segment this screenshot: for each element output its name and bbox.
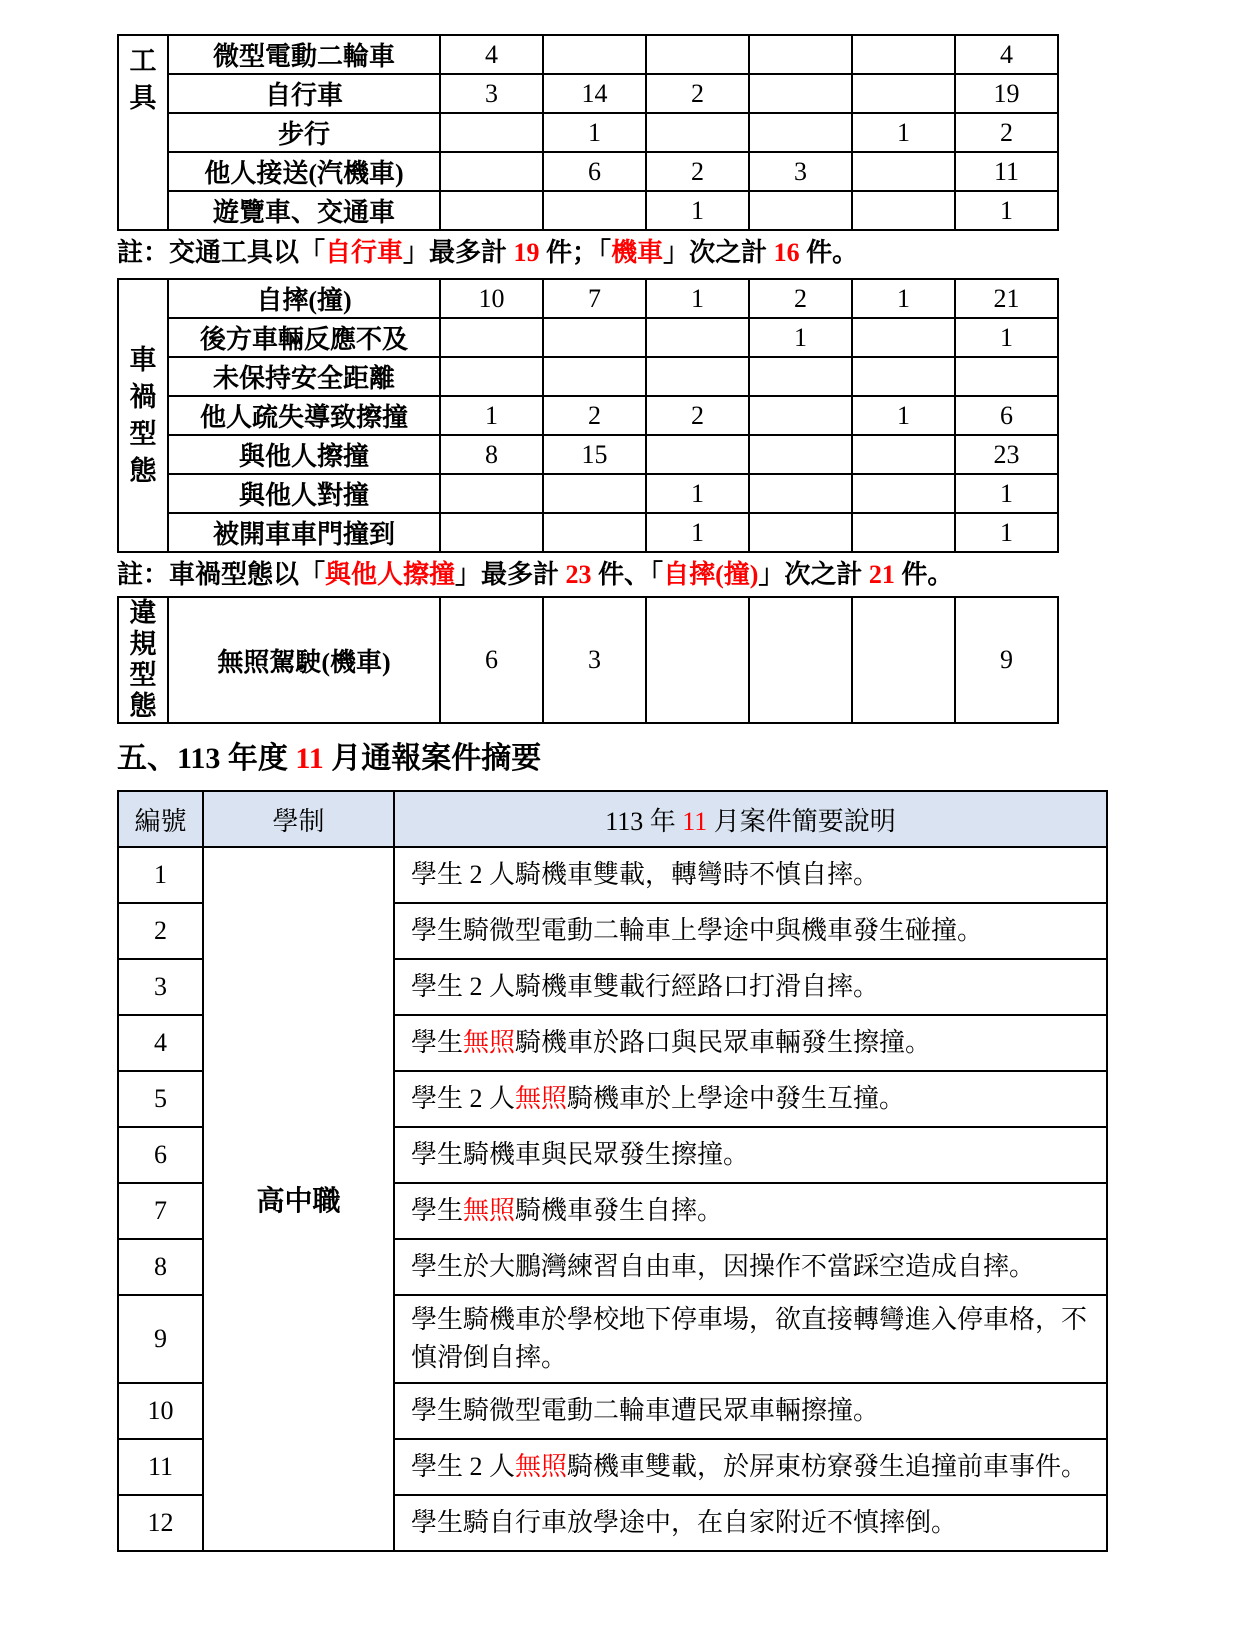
- red-highlight-text: 無照: [515, 1452, 568, 1481]
- red-highlight-text: 11: [682, 806, 708, 836]
- value-cell: [646, 113, 749, 152]
- stats-row: [118, 357, 1058, 396]
- category-cell: 未保持安全距離: [168, 357, 440, 396]
- text-segment: 註：車禍型態以「: [117, 560, 326, 589]
- value-cell: 14: [543, 74, 646, 113]
- stats-row: [118, 318, 1058, 357]
- text-segment: 學生騎微型電動二輪車上學途中與機車發生碰撞。: [411, 916, 984, 945]
- value-cell: [646, 357, 749, 396]
- value-cell: 11: [955, 152, 1058, 191]
- category-cell: 自行車: [168, 74, 440, 113]
- col-header-case-number: 編號: [118, 791, 203, 847]
- text-segment: 學生騎機車於學校地下停車場，欲直接轉彎進入停車格，不慎滑倒自摔。: [411, 1305, 1088, 1372]
- value-cell: [543, 357, 646, 396]
- value-cell: [749, 597, 852, 723]
- value-cell: [646, 435, 749, 474]
- value-cell: [440, 513, 543, 552]
- value-cell: 1: [440, 396, 543, 435]
- case-description-cell: [394, 1383, 1107, 1439]
- value-cell: 2: [543, 396, 646, 435]
- value-cell: [749, 113, 852, 152]
- value-cell: [440, 318, 543, 357]
- value-cell: 1: [749, 318, 852, 357]
- text-segment: 騎機車雙載，於屏東枋寮發生追撞前車事件。: [567, 1452, 1088, 1481]
- case-header-row: [118, 791, 1107, 847]
- case-number-cell: 1: [118, 847, 203, 903]
- group-label-char: 態: [129, 691, 157, 721]
- case-number-cell: 10: [118, 1383, 203, 1439]
- value-cell: 4: [955, 35, 1058, 74]
- case-number-cell: 7: [118, 1183, 203, 1239]
- text-segment: 學生騎機車與民眾發生擦撞。: [411, 1140, 750, 1169]
- group-label-char: 工: [129, 46, 157, 76]
- red-highlight-text: 無照: [515, 1084, 568, 1113]
- stats-row: [118, 113, 1058, 152]
- case-number-cell: 4: [118, 1015, 203, 1071]
- text-segment: 學生: [411, 1028, 464, 1057]
- value-cell: 2: [749, 279, 852, 318]
- text-segment: 騎機車於上學途中發生互撞。: [567, 1084, 906, 1113]
- value-cell: 1: [955, 513, 1058, 552]
- value-cell: 1: [852, 396, 955, 435]
- value-cell: 21: [955, 279, 1058, 318]
- value-cell: 1: [646, 474, 749, 513]
- transport-tool-table: [117, 34, 1059, 231]
- value-cell: [852, 597, 955, 723]
- group-label-char: 型: [129, 418, 157, 449]
- text-segment: 註：交通工具以「: [117, 238, 326, 267]
- stats-row: [118, 396, 1058, 435]
- case-summary-table: [117, 790, 1108, 1552]
- group-label-char: 具: [129, 83, 157, 113]
- value-cell: 8: [440, 435, 543, 474]
- group-label-char: 車: [129, 344, 157, 375]
- value-cell: 1: [955, 318, 1058, 357]
- value-cell: 15: [543, 435, 646, 474]
- value-cell: [749, 396, 852, 435]
- red-highlight-text: 19: [513, 238, 540, 267]
- group-label-char: 禍: [129, 381, 157, 412]
- group-label-cell: [118, 35, 168, 230]
- value-cell: 4: [440, 35, 543, 74]
- category-cell: 他人接送(汽機車): [168, 152, 440, 191]
- text-segment: 五、113 年度: [117, 742, 296, 775]
- transport-note: [117, 237, 1177, 269]
- case-number-cell: 6: [118, 1127, 203, 1183]
- red-highlight-text: 自行車: [325, 238, 404, 267]
- value-cell: [543, 513, 646, 552]
- value-cell: 1: [852, 279, 955, 318]
- violation-type-table: [117, 596, 1059, 724]
- red-highlight-text: 16: [773, 238, 800, 267]
- case-number-cell: 5: [118, 1071, 203, 1127]
- group-label-char: 規: [129, 629, 157, 659]
- col-header-case-description: [394, 791, 1107, 847]
- value-cell: [749, 474, 852, 513]
- value-cell: [543, 474, 646, 513]
- value-cell: 3: [543, 597, 646, 723]
- value-cell: [543, 318, 646, 357]
- value-cell: [749, 74, 852, 113]
- case-row: [118, 847, 1107, 903]
- case-description-cell: [394, 959, 1107, 1015]
- text-segment: 」最多計: [403, 238, 514, 267]
- case-number-cell: 2: [118, 903, 203, 959]
- group-label-char: 態: [129, 455, 157, 486]
- value-cell: 2: [646, 152, 749, 191]
- value-cell: [646, 597, 749, 723]
- value-cell: 1: [852, 113, 955, 152]
- text-segment: 件、「: [591, 560, 664, 589]
- case-number-cell: 12: [118, 1495, 203, 1551]
- value-cell: 1: [955, 474, 1058, 513]
- red-highlight-text: 23: [565, 560, 592, 589]
- value-cell: [749, 35, 852, 74]
- value-cell: 1: [646, 191, 749, 230]
- group-label-char: 型: [129, 660, 157, 690]
- text-segment: 騎機車發生自摔。: [515, 1196, 724, 1225]
- stats-row: [118, 74, 1058, 113]
- stats-row: [118, 279, 1058, 318]
- group-label-cell: [118, 279, 168, 552]
- value-cell: 19: [955, 74, 1058, 113]
- case-description-cell: [394, 903, 1107, 959]
- red-highlight-text: 21: [868, 560, 895, 589]
- case-description-cell: [394, 1439, 1107, 1495]
- value-cell: [440, 191, 543, 230]
- value-cell: [440, 357, 543, 396]
- red-highlight-text: 11: [295, 742, 324, 775]
- text-segment: 騎機車於路口與民眾車輛發生擦撞。: [515, 1028, 932, 1057]
- value-cell: [440, 474, 543, 513]
- accident-type-note: [117, 559, 1177, 591]
- case-number-cell: 3: [118, 959, 203, 1015]
- case-description-cell: [394, 1127, 1107, 1183]
- text-segment: 學生騎自行車放學途中，在自家附近不慎摔倒。: [411, 1508, 958, 1537]
- case-description-cell: [394, 847, 1107, 903]
- value-cell: 1: [646, 279, 749, 318]
- category-cell: 步行: [168, 113, 440, 152]
- stats-row: [118, 35, 1058, 74]
- group-label-cell: [118, 597, 168, 723]
- value-cell: [543, 35, 646, 74]
- section-heading: [117, 736, 1177, 782]
- top-margin: [117, 0, 1177, 34]
- value-cell: [440, 113, 543, 152]
- case-description-cell: [394, 1239, 1107, 1295]
- value-cell: [852, 152, 955, 191]
- case-number-cell: 9: [118, 1295, 203, 1383]
- case-description-cell: [394, 1071, 1107, 1127]
- value-cell: [440, 152, 543, 191]
- text-segment: 」次之計: [758, 560, 869, 589]
- stats-row: [118, 513, 1058, 552]
- group-label-char: 違: [129, 598, 157, 628]
- stats-row: [118, 191, 1058, 230]
- text-segment: 月通報案件摘要: [323, 742, 542, 775]
- value-cell: 3: [749, 152, 852, 191]
- red-highlight-text: 無照: [463, 1196, 516, 1225]
- red-highlight-text: 機車: [611, 238, 664, 267]
- value-cell: 7: [543, 279, 646, 318]
- stats-row: [118, 435, 1058, 474]
- red-highlight-text: 無照: [463, 1028, 516, 1057]
- text-segment: 學生 2 人: [411, 1084, 516, 1113]
- text-segment: 學生 2 人騎機車雙載，轉彎時不慎自摔。: [411, 860, 880, 889]
- document-page: [117, 0, 1177, 1552]
- value-cell: 3: [440, 74, 543, 113]
- accident-type-table: [117, 278, 1059, 553]
- value-cell: [852, 191, 955, 230]
- value-cell: [749, 191, 852, 230]
- case-description-cell: [394, 1183, 1107, 1239]
- value-cell: 2: [955, 113, 1058, 152]
- text-segment: 」次之計: [663, 238, 774, 267]
- value-cell: [749, 513, 852, 552]
- text-segment: 113 年: [605, 806, 683, 836]
- text-segment: 件。: [799, 238, 859, 267]
- value-cell: [852, 435, 955, 474]
- text-segment: 月案件簡要說明: [707, 806, 896, 836]
- case-description-cell: [394, 1495, 1107, 1551]
- value-cell: [852, 513, 955, 552]
- value-cell: [749, 435, 852, 474]
- value-cell: [852, 35, 955, 74]
- category-cell: 與他人對撞: [168, 474, 440, 513]
- value-cell: 9: [955, 597, 1058, 723]
- stats-row: [118, 152, 1058, 191]
- value-cell: 6: [440, 597, 543, 723]
- category-cell: 後方車輛反應不及: [168, 318, 440, 357]
- school-type-cell: 高中職: [203, 847, 394, 1551]
- value-cell: 1: [955, 191, 1058, 230]
- category-cell: 與他人擦撞: [168, 435, 440, 474]
- text-segment: 」最多計: [455, 560, 566, 589]
- value-cell: 10: [440, 279, 543, 318]
- value-cell: 1: [646, 513, 749, 552]
- value-cell: 23: [955, 435, 1058, 474]
- value-cell: 6: [543, 152, 646, 191]
- value-cell: [852, 357, 955, 396]
- stats-row: [118, 597, 1058, 723]
- value-cell: 2: [646, 74, 749, 113]
- text-segment: 學生於大鵬灣練習自由車，因操作不當踩空造成自摔。: [411, 1252, 1036, 1281]
- text-segment: 件。: [894, 560, 954, 589]
- text-segment: 學生 2 人騎機車雙載行經路口打滑自摔。: [411, 972, 880, 1001]
- col-header-school-type: 學制: [203, 791, 394, 847]
- red-highlight-text: 與他人擦撞: [325, 560, 456, 589]
- category-cell: 他人疏失導致擦撞: [168, 396, 440, 435]
- category-cell: 無照駕駛(機車): [168, 597, 440, 723]
- value-cell: 1: [543, 113, 646, 152]
- case-number-cell: 11: [118, 1439, 203, 1495]
- value-cell: [646, 318, 749, 357]
- case-description-cell: [394, 1015, 1107, 1071]
- category-cell: 微型電動二輪車: [168, 35, 440, 74]
- value-cell: [646, 35, 749, 74]
- value-cell: 6: [955, 396, 1058, 435]
- value-cell: [852, 318, 955, 357]
- value-cell: [543, 191, 646, 230]
- text-segment: 學生騎微型電動二輪車遭民眾車輛擦撞。: [411, 1396, 880, 1425]
- value-cell: [749, 357, 852, 396]
- category-cell: 自摔(撞): [168, 279, 440, 318]
- text-segment: 件；「: [539, 238, 612, 267]
- case-description-cell: [394, 1295, 1107, 1383]
- value-cell: [852, 74, 955, 113]
- case-number-cell: 8: [118, 1239, 203, 1295]
- value-cell: [852, 474, 955, 513]
- value-cell: [955, 357, 1058, 396]
- text-segment: 學生 2 人: [411, 1452, 516, 1481]
- red-highlight-text: 自摔(撞): [663, 560, 759, 589]
- value-cell: 2: [646, 396, 749, 435]
- text-segment: 學生: [411, 1196, 464, 1225]
- category-cell: 被開車車門撞到: [168, 513, 440, 552]
- category-cell: 遊覽車、交通車: [168, 191, 440, 230]
- stats-row: [118, 474, 1058, 513]
